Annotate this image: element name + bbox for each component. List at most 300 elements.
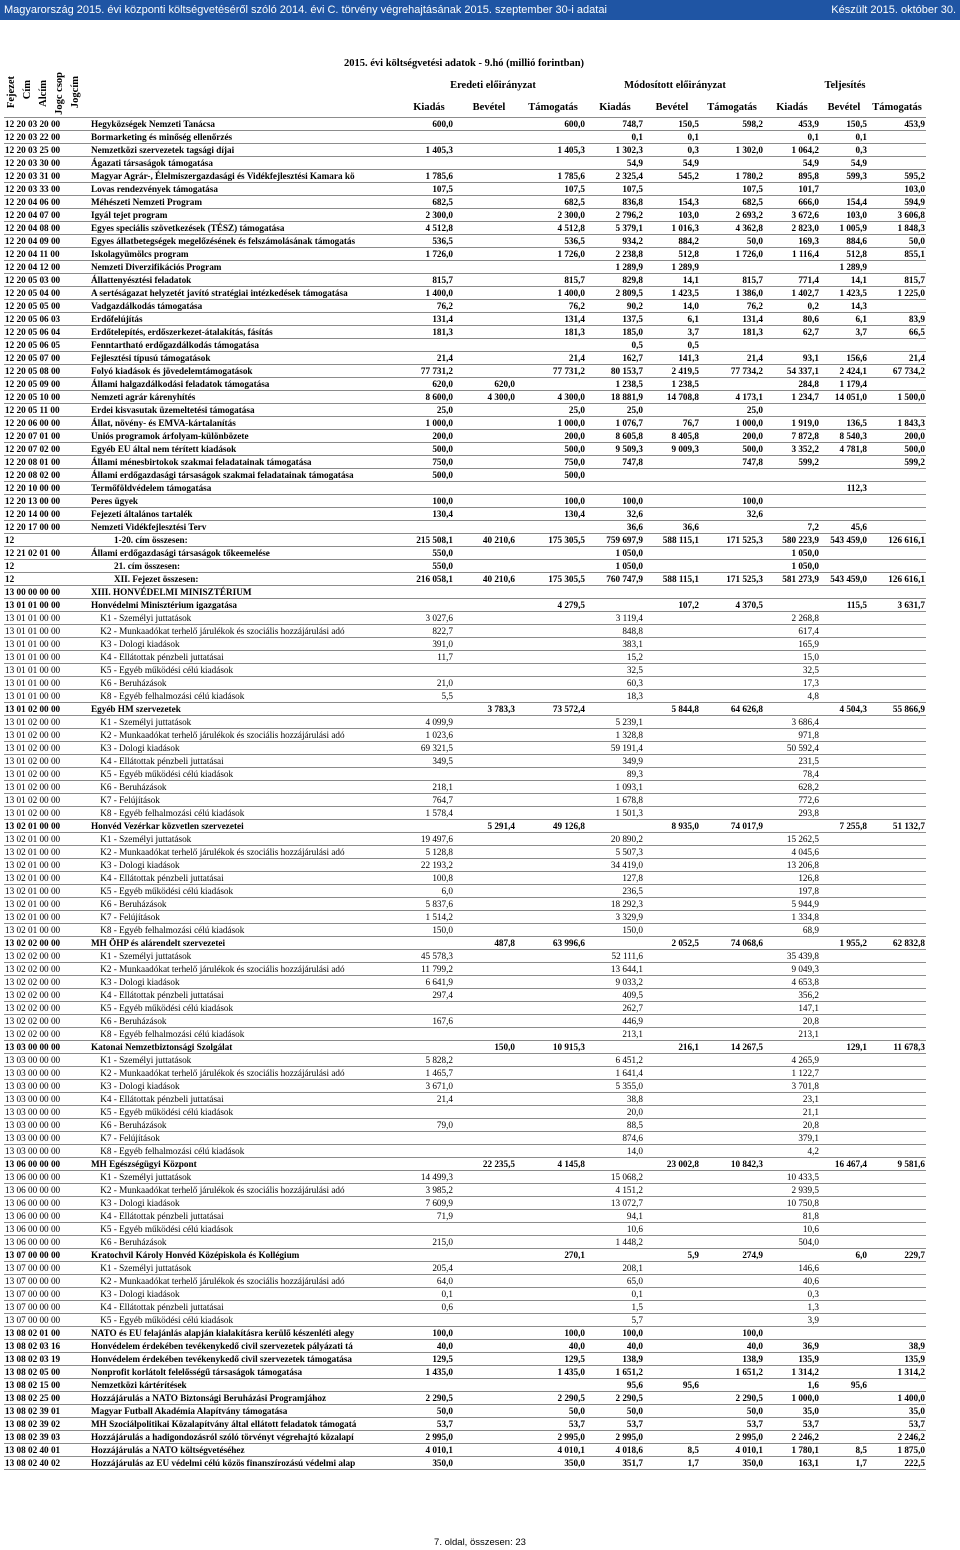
row-value bbox=[516, 339, 586, 352]
row-code: 13 03 00 00 00 bbox=[4, 1080, 90, 1093]
table-row bbox=[4, 1327, 926, 1340]
group-teljesites: Teljesítés bbox=[824, 80, 866, 91]
row-value: 1 023,6 bbox=[396, 729, 454, 742]
table-row bbox=[4, 950, 926, 963]
row-value bbox=[820, 924, 868, 937]
row-value bbox=[700, 742, 764, 755]
row-name: K5 - Egyéb működési célú kiadások bbox=[90, 1314, 396, 1327]
row-name: K2 - Munkaadókat terhelő járulékok és szociális hozzájárulási adó bbox=[90, 1067, 396, 1080]
row-value bbox=[454, 1275, 516, 1288]
table-row bbox=[4, 1366, 926, 1379]
row-value bbox=[454, 690, 516, 703]
table-row bbox=[4, 716, 926, 729]
row-code: 12 20 06 00 00 bbox=[4, 417, 90, 430]
row-value: 971,8 bbox=[764, 729, 820, 742]
row-name: Állami halgazdálkodási feladatok támogatása bbox=[90, 378, 396, 391]
row-name: Igyál tejet program bbox=[90, 209, 396, 222]
row-value: 216,1 bbox=[644, 1041, 700, 1054]
row-value bbox=[644, 807, 700, 820]
row-code: 13 07 00 00 00 bbox=[4, 1249, 90, 1262]
row-value bbox=[644, 1418, 700, 1431]
row-value: 0,1 bbox=[396, 1288, 454, 1301]
row-name: K4 - Ellátottak pénzbeli juttatásai bbox=[90, 755, 396, 768]
table-row bbox=[4, 846, 926, 859]
row-value: 5 944,9 bbox=[764, 898, 820, 911]
row-value: 874,6 bbox=[586, 1132, 644, 1145]
row-value bbox=[516, 664, 586, 677]
row-value bbox=[820, 768, 868, 781]
row-code: 13 02 02 00 00 bbox=[4, 1002, 90, 1015]
row-code: 13 07 00 00 00 bbox=[4, 1275, 90, 1288]
row-value bbox=[820, 1171, 868, 1184]
row-value: 620,0 bbox=[396, 378, 454, 391]
row-value bbox=[454, 1132, 516, 1145]
row-value: 1 651,2 bbox=[586, 1366, 644, 1379]
table-row bbox=[4, 963, 926, 976]
row-value: 150,5 bbox=[644, 118, 700, 131]
row-value bbox=[516, 482, 586, 495]
row-value: 3 352,2 bbox=[764, 443, 820, 456]
row-value bbox=[396, 937, 454, 950]
row-value bbox=[700, 1197, 764, 1210]
row-value: 38,8 bbox=[586, 1093, 644, 1106]
row-value: 504,0 bbox=[764, 1236, 820, 1249]
row-name: XII. Fejezet összesen: bbox=[90, 573, 396, 586]
row-value bbox=[764, 482, 820, 495]
row-name: Erdei kisvasutak üzemeltetési támogatása bbox=[90, 404, 396, 417]
row-value bbox=[454, 898, 516, 911]
row-code: 13 06 00 00 00 bbox=[4, 1158, 90, 1171]
row-value: 1,6 bbox=[764, 1379, 820, 1392]
row-value: 40,0 bbox=[396, 1340, 454, 1353]
row-value bbox=[396, 339, 454, 352]
row-code: 13 06 00 00 00 bbox=[4, 1171, 90, 1184]
header-jogcim: Jogcím bbox=[70, 76, 81, 109]
row-value bbox=[868, 1054, 926, 1067]
row-value: 1 000,0 bbox=[700, 417, 764, 430]
row-value bbox=[820, 833, 868, 846]
row-code: 13 02 02 00 00 bbox=[4, 989, 90, 1002]
table-row bbox=[4, 976, 926, 989]
row-value: 2 290,5 bbox=[396, 1392, 454, 1405]
row-value: 1 289,9 bbox=[586, 261, 644, 274]
row-value bbox=[454, 911, 516, 924]
table-row bbox=[4, 742, 926, 755]
row-value: 129,1 bbox=[820, 1041, 868, 1054]
row-name: K6 - Beruházások bbox=[90, 781, 396, 794]
row-name: Hozzájárulás az EU védelmi célú közös finanszírozású védelmi alap bbox=[90, 1457, 396, 1470]
row-name: MH Szociálpolitikai Közalapítvány által ellátott feladatok támogatá bbox=[90, 1418, 396, 1431]
row-value: 1 093,1 bbox=[586, 781, 644, 794]
row-value: 3,7 bbox=[644, 326, 700, 339]
row-value bbox=[820, 950, 868, 963]
row-value bbox=[454, 885, 516, 898]
row-value bbox=[820, 911, 868, 924]
table-row bbox=[4, 300, 926, 313]
row-value bbox=[454, 1327, 516, 1340]
row-value bbox=[516, 1093, 586, 1106]
row-value: 1 955,2 bbox=[820, 937, 868, 950]
row-value bbox=[644, 846, 700, 859]
row-value bbox=[454, 638, 516, 651]
row-value: 822,7 bbox=[396, 625, 454, 638]
row-value bbox=[820, 729, 868, 742]
row-value: 50,0 bbox=[700, 1405, 764, 1418]
row-value: 163,1 bbox=[764, 1457, 820, 1470]
row-value: 2 300,0 bbox=[516, 209, 586, 222]
row-value bbox=[764, 703, 820, 716]
row-value bbox=[454, 430, 516, 443]
row-value: 1,3 bbox=[764, 1301, 820, 1314]
row-name: K7 - Felújítások bbox=[90, 794, 396, 807]
row-value bbox=[516, 625, 586, 638]
row-value: 3 985,2 bbox=[396, 1184, 454, 1197]
row-value bbox=[700, 482, 764, 495]
row-value bbox=[700, 950, 764, 963]
row-value bbox=[820, 742, 868, 755]
row-value: 4 300,0 bbox=[516, 391, 586, 404]
row-value bbox=[868, 131, 926, 144]
row-value: 747,8 bbox=[700, 456, 764, 469]
row-value: 9 509,3 bbox=[586, 443, 644, 456]
row-value: 2 300,0 bbox=[396, 209, 454, 222]
row-value: 167,6 bbox=[396, 1015, 454, 1028]
row-value: 141,3 bbox=[644, 352, 700, 365]
row-value: 2 693,2 bbox=[700, 209, 764, 222]
table-row bbox=[4, 1184, 926, 1197]
row-value: 5 355,0 bbox=[586, 1080, 644, 1093]
row-value bbox=[820, 1015, 868, 1028]
row-value: 107,5 bbox=[516, 183, 586, 196]
row-value bbox=[516, 1379, 586, 1392]
row-name: Peres ügyek bbox=[90, 495, 396, 508]
row-value: 682,5 bbox=[700, 196, 764, 209]
row-name: Állami erdőgazdasági társaságok tőkeemelése bbox=[90, 547, 396, 560]
row-value bbox=[454, 456, 516, 469]
row-value bbox=[516, 1223, 586, 1236]
row-name: Nemzetközi kártérítések bbox=[90, 1379, 396, 1392]
row-value bbox=[700, 1275, 764, 1288]
col-bevetel-2: Bevétel bbox=[655, 102, 689, 113]
row-value bbox=[820, 1184, 868, 1197]
row-value: 5 828,2 bbox=[396, 1054, 454, 1067]
row-value: 11,7 bbox=[396, 651, 454, 664]
row-value bbox=[868, 1184, 926, 1197]
row-value: 4 173,1 bbox=[700, 391, 764, 404]
row-value: 666,0 bbox=[764, 196, 820, 209]
table-row bbox=[4, 1171, 926, 1184]
row-code: 13 02 01 00 00 bbox=[4, 820, 90, 833]
row-code: 13 07 00 00 00 bbox=[4, 1288, 90, 1301]
row-value: 222,5 bbox=[868, 1457, 926, 1470]
row-value: 4 300,0 bbox=[454, 391, 516, 404]
row-value: 14 267,5 bbox=[700, 1041, 764, 1054]
row-name: Termőföldvédelem támogatása bbox=[90, 482, 396, 495]
row-value: 543 459,0 bbox=[820, 534, 868, 547]
row-value bbox=[868, 1236, 926, 1249]
row-value: 5 239,1 bbox=[586, 716, 644, 729]
row-value bbox=[454, 1093, 516, 1106]
row-code: 12 20 05 06 04 bbox=[4, 326, 90, 339]
row-value bbox=[868, 482, 926, 495]
row-value: 11 799,2 bbox=[396, 963, 454, 976]
row-value: 0,5 bbox=[586, 339, 644, 352]
row-value bbox=[700, 1184, 764, 1197]
row-code: 12 bbox=[4, 573, 90, 586]
row-name: K7 - Felújítások bbox=[90, 1132, 396, 1145]
row-name: MH Egészségügyi Központ bbox=[90, 1158, 396, 1171]
row-value: 3,7 bbox=[820, 326, 868, 339]
row-code: 13 01 02 00 00 bbox=[4, 807, 90, 820]
row-code: 13 02 02 00 00 bbox=[4, 963, 90, 976]
row-name: Folyó kiadások és jövedelemtámogatások bbox=[90, 365, 396, 378]
row-value bbox=[868, 1223, 926, 1236]
table-row bbox=[4, 599, 926, 612]
table-row bbox=[4, 768, 926, 781]
row-value: 284,8 bbox=[764, 378, 820, 391]
table-row bbox=[4, 469, 926, 482]
row-value bbox=[396, 1223, 454, 1236]
row-value: 3,9 bbox=[764, 1314, 820, 1327]
row-value: 9 581,6 bbox=[868, 1158, 926, 1171]
row-value: 350,0 bbox=[396, 1457, 454, 1470]
row-value bbox=[820, 1301, 868, 1314]
row-value bbox=[868, 1275, 926, 1288]
row-value bbox=[868, 1197, 926, 1210]
row-value: 536,5 bbox=[396, 235, 454, 248]
row-value: 94,1 bbox=[586, 1210, 644, 1223]
row-value bbox=[454, 508, 516, 521]
table-row bbox=[4, 872, 926, 885]
row-value bbox=[868, 1106, 926, 1119]
table-row bbox=[4, 443, 926, 456]
row-name: K1 - Személyi juttatások bbox=[90, 1171, 396, 1184]
row-code: 13 02 01 00 00 bbox=[4, 859, 90, 872]
row-value bbox=[764, 469, 820, 482]
row-name: K2 - Munkaadókat terhelő járulékok és szociális hozzájárulási adó bbox=[90, 1184, 396, 1197]
table-row bbox=[4, 183, 926, 196]
row-value bbox=[516, 1301, 586, 1314]
row-value: 4 045,6 bbox=[764, 846, 820, 859]
row-name: Fejlesztési típusú támogatások bbox=[90, 352, 396, 365]
row-value bbox=[516, 872, 586, 885]
row-value bbox=[868, 1262, 926, 1275]
row-name: K3 - Dologi kiadások bbox=[90, 1288, 396, 1301]
row-value: 1 448,2 bbox=[586, 1236, 644, 1249]
row-value: 25,0 bbox=[516, 404, 586, 417]
row-value bbox=[396, 703, 454, 716]
row-value: 83,9 bbox=[868, 313, 926, 326]
row-value bbox=[868, 404, 926, 417]
row-value: 200,0 bbox=[516, 430, 586, 443]
row-value: 545,2 bbox=[644, 170, 700, 183]
table-row bbox=[4, 1340, 926, 1353]
row-code: 13 08 02 39 02 bbox=[4, 1418, 90, 1431]
row-value: 215 508,1 bbox=[396, 534, 454, 547]
row-value: 747,8 bbox=[586, 456, 644, 469]
row-value bbox=[586, 703, 644, 716]
row-value: 1 016,3 bbox=[644, 222, 700, 235]
row-value bbox=[516, 846, 586, 859]
table-row bbox=[4, 222, 926, 235]
row-value: 1 435,0 bbox=[396, 1366, 454, 1379]
row-value: 21,4 bbox=[868, 352, 926, 365]
row-value: 2 246,2 bbox=[764, 1431, 820, 1444]
row-value bbox=[396, 521, 454, 534]
table-row bbox=[4, 1054, 926, 1067]
row-value bbox=[820, 339, 868, 352]
row-value: 62 832,8 bbox=[868, 937, 926, 950]
row-value bbox=[820, 677, 868, 690]
table-row bbox=[4, 625, 926, 638]
row-value: 1 334,8 bbox=[764, 911, 820, 924]
row-value bbox=[700, 872, 764, 885]
row-name: K8 - Egyéb felhalmozási célú kiadások bbox=[90, 1028, 396, 1041]
row-value bbox=[454, 1119, 516, 1132]
row-value: 36,6 bbox=[644, 521, 700, 534]
row-value: 130,4 bbox=[396, 508, 454, 521]
row-code: 13 08 02 25 00 bbox=[4, 1392, 90, 1405]
row-value bbox=[396, 131, 454, 144]
row-value: 771,4 bbox=[764, 274, 820, 287]
row-value: 1 328,8 bbox=[586, 729, 644, 742]
row-value: 14,1 bbox=[644, 274, 700, 287]
row-value bbox=[644, 404, 700, 417]
row-value: 59 191,4 bbox=[586, 742, 644, 755]
table-row bbox=[4, 690, 926, 703]
row-value: 13 206,8 bbox=[764, 859, 820, 872]
row-value: 171 525,3 bbox=[700, 534, 764, 547]
row-value bbox=[700, 1210, 764, 1223]
row-value bbox=[868, 560, 926, 573]
row-value: 3 672,6 bbox=[764, 209, 820, 222]
row-value: 131,4 bbox=[516, 313, 586, 326]
row-value: 150,0 bbox=[586, 924, 644, 937]
row-value: 0,1 bbox=[586, 131, 644, 144]
row-value: 2 424,1 bbox=[820, 365, 868, 378]
row-value: 1 050,0 bbox=[586, 560, 644, 573]
row-name: Nemzetközi szervezetek tagsági díjai bbox=[90, 144, 396, 157]
table-row bbox=[4, 911, 926, 924]
row-value: 1 238,5 bbox=[644, 378, 700, 391]
row-value: 8,5 bbox=[644, 1444, 700, 1457]
row-value: 3 631,7 bbox=[868, 599, 926, 612]
row-value bbox=[516, 950, 586, 963]
row-value: 34 419,0 bbox=[586, 859, 644, 872]
row-value bbox=[516, 781, 586, 794]
row-value: 100,0 bbox=[396, 495, 454, 508]
row-value bbox=[868, 1067, 926, 1080]
row-value: 14,0 bbox=[644, 300, 700, 313]
row-value: 1 314,2 bbox=[868, 1366, 926, 1379]
header-cim: Cím bbox=[22, 80, 33, 100]
row-name: K3 - Dologi kiadások bbox=[90, 859, 396, 872]
table-row bbox=[4, 1444, 926, 1457]
row-value bbox=[586, 820, 644, 833]
row-value: 1 400,0 bbox=[396, 287, 454, 300]
row-value bbox=[516, 586, 586, 599]
row-value bbox=[586, 1249, 644, 1262]
row-value bbox=[700, 157, 764, 170]
row-value: 50,0 bbox=[700, 235, 764, 248]
row-value bbox=[454, 950, 516, 963]
row-value: 0,2 bbox=[764, 300, 820, 313]
row-value bbox=[868, 664, 926, 677]
row-value bbox=[764, 1249, 820, 1262]
row-value: 45 578,3 bbox=[396, 950, 454, 963]
row-value bbox=[586, 1158, 644, 1171]
row-value bbox=[820, 872, 868, 885]
row-value: 68,9 bbox=[764, 924, 820, 937]
row-value: 500,0 bbox=[516, 469, 586, 482]
row-value: 1 726,0 bbox=[700, 248, 764, 261]
row-value bbox=[868, 1093, 926, 1106]
col-kiadas-1: Kiadás bbox=[413, 102, 445, 113]
row-value: 25,0 bbox=[586, 404, 644, 417]
table-row bbox=[4, 495, 926, 508]
row-code: 12 20 04 06 00 bbox=[4, 196, 90, 209]
row-value bbox=[454, 677, 516, 690]
row-name: Hozzájárulás a NATO költségvetéséhez bbox=[90, 1444, 396, 1457]
row-value: 23 002,8 bbox=[644, 1158, 700, 1171]
table-row bbox=[4, 560, 926, 573]
row-value bbox=[516, 1210, 586, 1223]
row-value: 1 500,0 bbox=[868, 391, 926, 404]
row-value bbox=[644, 1366, 700, 1379]
row-value: 200,0 bbox=[700, 430, 764, 443]
row-code: 13 02 01 00 00 bbox=[4, 846, 90, 859]
row-code: 12 20 05 03 00 bbox=[4, 274, 90, 287]
row-value bbox=[644, 547, 700, 560]
row-value bbox=[644, 1080, 700, 1093]
row-value: 213,1 bbox=[586, 1028, 644, 1041]
row-value bbox=[868, 339, 926, 352]
row-name: K2 - Munkaadókat terhelő járulékok és szociális hozzájárulási adó bbox=[90, 1275, 396, 1288]
row-value bbox=[868, 768, 926, 781]
col-kiadas-3: Kiadás bbox=[776, 102, 808, 113]
row-value bbox=[454, 729, 516, 742]
row-value: 100,0 bbox=[700, 495, 764, 508]
table-body bbox=[4, 118, 926, 1470]
row-value: 101,7 bbox=[764, 183, 820, 196]
table-row bbox=[4, 1379, 926, 1392]
row-value bbox=[516, 885, 586, 898]
row-value bbox=[454, 781, 516, 794]
row-value bbox=[454, 222, 516, 235]
row-value: 1 726,0 bbox=[396, 248, 454, 261]
row-value bbox=[820, 1106, 868, 1119]
row-value: 1 122,7 bbox=[764, 1067, 820, 1080]
row-value bbox=[454, 1067, 516, 1080]
row-value: 594,9 bbox=[868, 196, 926, 209]
row-value bbox=[516, 1015, 586, 1028]
row-value: 5,9 bbox=[644, 1249, 700, 1262]
budget-table bbox=[4, 117, 926, 1470]
row-value bbox=[644, 950, 700, 963]
row-value bbox=[454, 1145, 516, 1158]
row-value: 40,6 bbox=[764, 1275, 820, 1288]
row-value bbox=[454, 183, 516, 196]
row-value: 598,2 bbox=[700, 118, 764, 131]
table-title: 2015. évi költségvetési adatok - 9.hó (millió forintban) bbox=[344, 58, 585, 69]
row-value: 112,3 bbox=[820, 482, 868, 495]
row-value: 90,2 bbox=[586, 300, 644, 313]
header-fejezet: Fejezet bbox=[6, 76, 17, 109]
row-value: 5,7 bbox=[586, 1314, 644, 1327]
row-code: 13 06 00 00 00 bbox=[4, 1236, 90, 1249]
row-value: 107,5 bbox=[700, 183, 764, 196]
row-value bbox=[820, 508, 868, 521]
